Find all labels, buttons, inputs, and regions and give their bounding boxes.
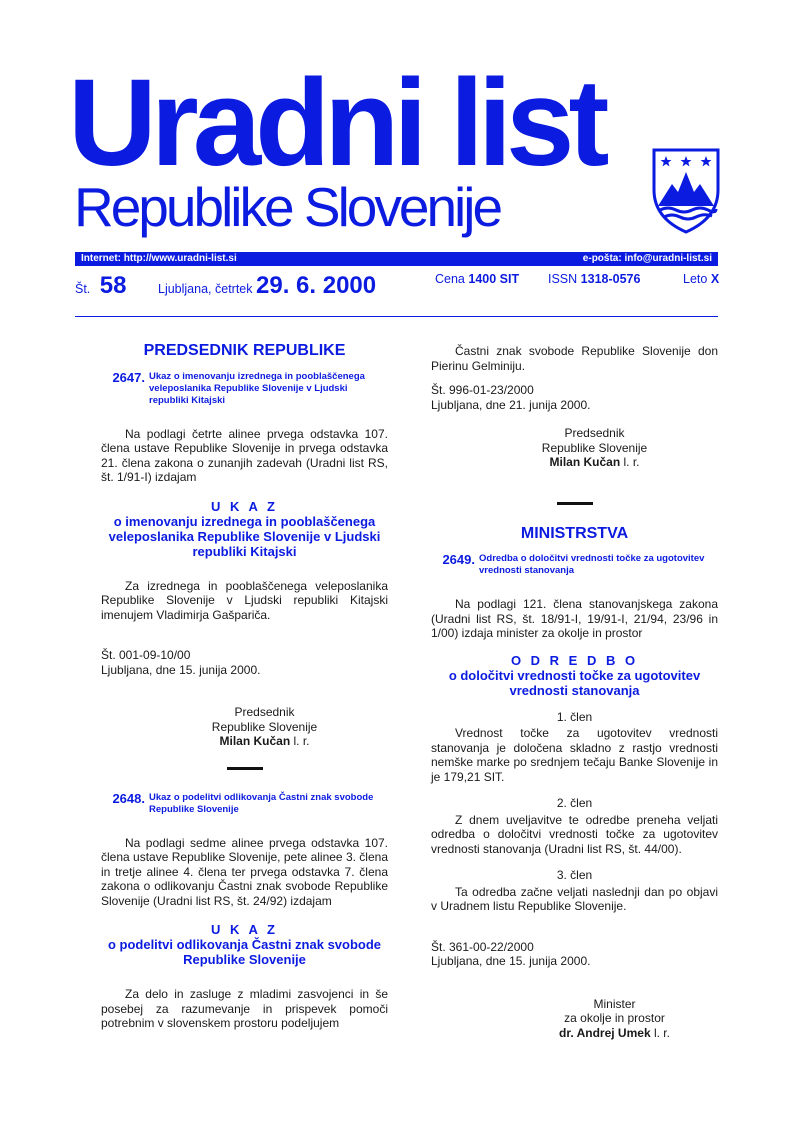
act-intro: Na podlagi četrte alinee prvega odstavka 107. člena ustave Republike Slovenije in prvega odstavka 21. člena zakona o zunanjih zadevah (Uradni list RS, št. 1/91-I) izdajam <box>101 426 388 484</box>
reference-date: Ljubljana, dne 15. junija 2000. <box>101 662 261 677</box>
article-heading: 3. člen <box>556 868 593 882</box>
signature-title: Predsednik <box>234 705 295 719</box>
reference-number: Št. 361-00-22/2000 <box>431 939 534 954</box>
act-reference <box>431 383 718 412</box>
year-value: X <box>710 272 720 286</box>
issue-date <box>158 272 376 300</box>
signature-office: Republike Slovenije <box>211 719 318 734</box>
signature-block <box>431 997 718 1041</box>
document-title <box>101 922 388 967</box>
signature-name: dr. Andrej Umek <box>559 1025 651 1040</box>
issue-price <box>435 272 519 286</box>
signature-name: Milan Kučan <box>549 455 621 469</box>
article-text: Ta odredba začne veljati naslednji dan po objavi v Uradnem listu Republike Slovenije. <box>431 884 718 913</box>
issn-value: 1318-0576 <box>580 272 641 286</box>
act-heading-2648[interactable] <box>101 792 388 816</box>
issue-number-label: Št. <box>75 282 91 296</box>
act-intro: Na podlagi sedme alinee prvega odstavka 107. člena ustave Republike Slovenije, pete alinee 3. člena in tretje alinee 4. člena ter prvega odstavka 7. člena zakona o odlikovanju Častni znak svobode Republike Slovenije (Uradni list RS, št. 24/92) izdajam <box>101 835 388 908</box>
act-reference <box>431 940 718 969</box>
continued-text: Častni znak svobode Republike Slovenije don Pierinu Gelminiju. <box>431 344 718 373</box>
document-type: O D R E D B O <box>510 652 639 668</box>
right-column <box>431 344 718 1040</box>
separator-dash <box>557 502 593 505</box>
signature-block <box>101 705 388 749</box>
act-reference <box>101 648 388 677</box>
signature-title: Minister <box>593 996 636 1011</box>
slovenia-coat-of-arms-icon <box>650 146 722 236</box>
signature-suffix: l. r. <box>290 734 310 748</box>
article-heading: 1. člen <box>556 709 593 724</box>
document-subject: o imenovanju izrednega in pooblaščenega veleposlanika Republike Slovenije v Ljudski republiki Kitajski <box>108 513 381 559</box>
signature-block <box>431 426 718 470</box>
issue-date-value: 29. 6. 2000 <box>256 272 377 299</box>
act-title: Ukaz o imenovanju izrednega in pooblaščenega veleposlanika Republike Slovenije v Ljudski republiki Kitajski <box>149 370 365 406</box>
section-heading: PREDSEDNIK REPUBLIKE <box>143 342 346 359</box>
document-title <box>101 499 388 559</box>
reference-date: Ljubljana, dne 15. junija 2000. <box>431 954 591 968</box>
act-title: Ukaz o podelitvi odlikovanja Častni znak svobode Republike Slovenije <box>149 791 374 815</box>
act-number: 2648. <box>112 790 145 806</box>
masthead-subtitle: Republike Slovenije <box>74 176 501 238</box>
article-heading: 2. člen <box>556 796 593 810</box>
separator-dash <box>227 767 263 770</box>
document-type: U K A Z <box>211 498 278 514</box>
signature-title: Predsednik <box>564 426 625 440</box>
year-label: Leto <box>683 272 708 286</box>
signature-suffix: l. r. <box>650 1025 670 1040</box>
act-number: 2647. <box>112 369 145 385</box>
reference-number: Št. 996-01-23/2000 <box>431 383 534 397</box>
article-text: Z dnem uveljavitve te odredbe preneha veljati odredba o določitvi vrednosti točke za ugotovitev vrednosti stanovanja (Uradni list RS, št. 44/00). <box>431 812 718 856</box>
left-column <box>101 344 388 1031</box>
reference-date: Ljubljana, dne 21. junija 2000. <box>431 397 591 412</box>
signature-line <box>511 1026 718 1041</box>
act-intro: Na podlagi 121. člena stanovanjskega zakona (Uradni list RS, št. 18/91-I, 19/91-I, 21/94, 23/96 in 1/00) izdaja minister za okolje in prostor <box>431 597 718 640</box>
act-heading-2647[interactable] <box>101 371 388 407</box>
issn-label: ISSN <box>548 272 578 286</box>
act-body: Za izrednega in pooblaščenega veleposlanika Republike Slovenije v Ljudski republiki Kitajski imenujem Vladimirja Gašpariča. <box>101 578 388 622</box>
masthead-contact-bar <box>75 252 718 266</box>
signature-name: Milan Kučan <box>219 734 291 748</box>
document-subject: o določitvi vrednosti točke za ugotovitev vrednosti stanovanja <box>448 667 701 698</box>
signature-suffix: l. r. <box>620 455 640 469</box>
issue-number-value: 58 <box>99 272 127 299</box>
header-rule <box>75 316 718 317</box>
reference-number: Št. 001-09-10/00 <box>101 648 191 662</box>
document-title <box>431 653 718 698</box>
act-number: 2649. <box>442 552 475 567</box>
act-body: Za delo in zasluge z mladimi zasvojenci in še posebej za razumevanje in prispevek pomoči potrebnim v slovenskem prostoru podeljujem <box>101 987 388 1030</box>
masthead-title: Uradni list <box>68 55 604 192</box>
act-title: Odredba o določitvi vrednosti točke za ugotovitev vrednosti stanovanja <box>479 553 705 576</box>
price-label: Cena <box>435 272 465 286</box>
signature-line <box>471 455 718 470</box>
signature-line <box>141 734 388 749</box>
issue-place-day: Ljubljana, četrtek <box>158 282 253 296</box>
issue-year <box>683 272 719 286</box>
document-type: U K A Z <box>211 922 278 937</box>
signature-office: za okolje in prostor <box>564 1011 665 1025</box>
issue-issn <box>548 272 640 286</box>
email-link[interactable]: e-pošta: info@uradni-list.si <box>582 253 712 264</box>
issue-number <box>75 272 126 300</box>
section-heading: MINISTRSTVA <box>520 524 629 542</box>
price-value: 1400 SIT <box>468 272 520 286</box>
article-text: Vrednost točke za ugotovitev vrednosti stanovanja je določena skladno z rastjo vrednosti nemške marke po srednjem tečaju Banke Slovenije in je 179,21 SIT. <box>431 726 718 784</box>
document-subject: o podelitvi odlikovanja Častni znak svobode Republike Slovenije <box>107 937 382 967</box>
act-heading-2649[interactable] <box>431 553 718 577</box>
internet-link[interactable]: Internet: http://www.uradni-list.si <box>81 253 237 264</box>
signature-office: Republike Slovenije <box>541 440 648 455</box>
